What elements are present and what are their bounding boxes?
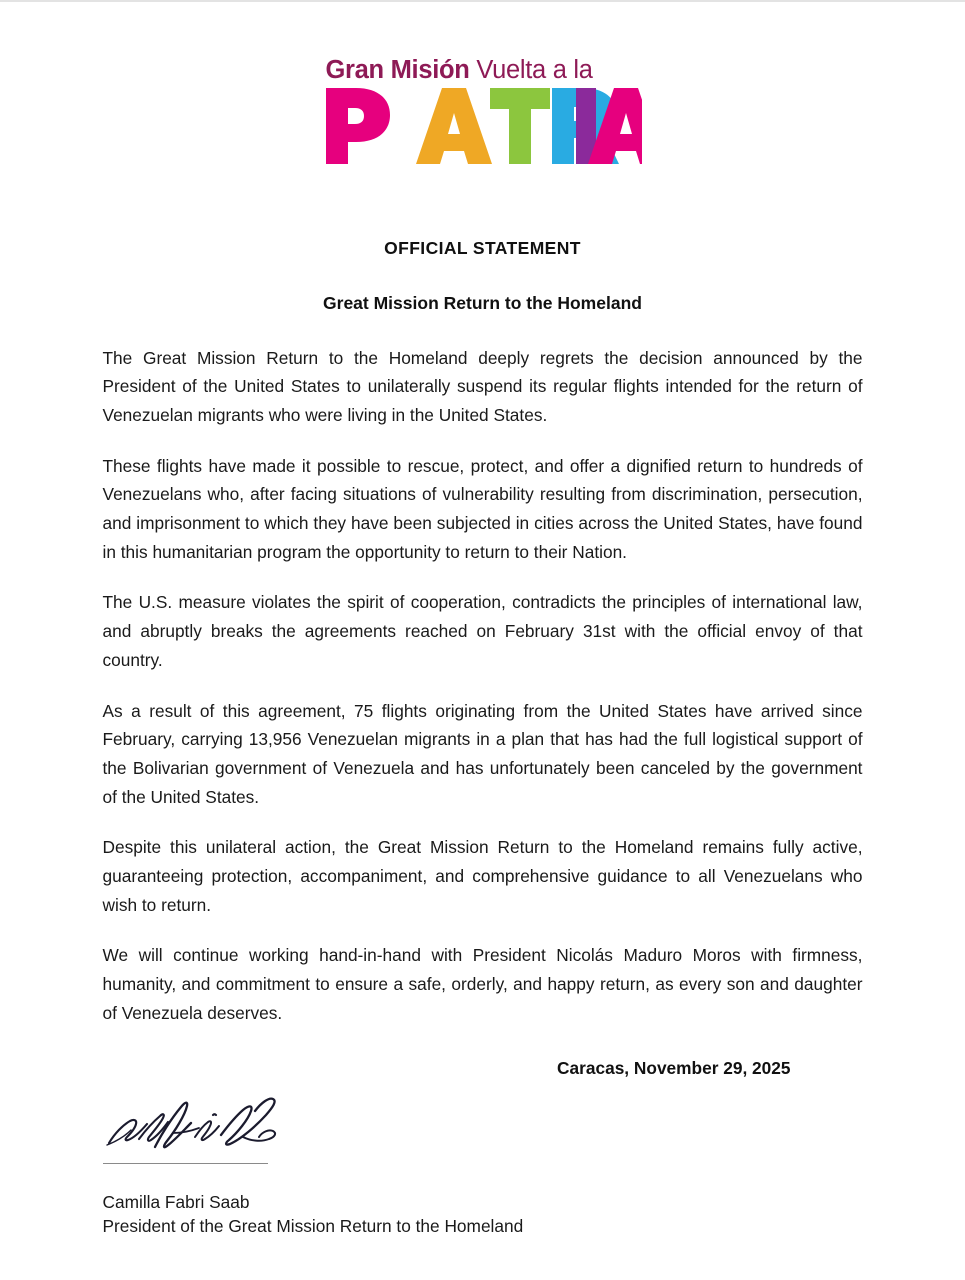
statement-paragraph: We will continue working hand-in-hand with President Nicolás Maduro Moros with firmness, humanity, and commitment to ensure a safe, orderly, and happy return, as every son and daughter of Venezuela deserves. bbox=[102, 945, 863, 1023]
page-subtitle: Great Mission Return to the Homeland bbox=[323, 292, 642, 313]
organization-logo bbox=[0, 0, 965, 166]
statement-paragraph: These flights have made it possible to rescue, protect, and offer a dignified return to hundreds of Venezuelans who, after facing situations of vulnerability resulting from discrimination, persecution, and imprisonment to which they have been subjected in cities across the United States, have found in this humanitarian program the opportunity to return to their Nation. bbox=[102, 455, 863, 562]
logo-tagline-strong: Gran Misión bbox=[325, 56, 470, 84]
signature-rule bbox=[103, 1163, 268, 1164]
page-title: OFFICIAL STATEMENT bbox=[384, 237, 581, 258]
statement-paragraph: Despite this unilateral action, the Great Mission Return to the Homeland remains fully active, guaranteeing protection, accompaniment, and comprehensive guidance to all Venezuelans who wish to return. bbox=[102, 837, 863, 915]
top-divider bbox=[0, 0, 965, 2]
handwritten-signature-icon bbox=[103, 1089, 288, 1161]
signatory-name: Camilla Fabri Saab bbox=[102, 1191, 250, 1212]
logo-tagline-light: Vuelta a la bbox=[469, 56, 593, 84]
dateline: Caracas, November 29, 2025 bbox=[557, 1057, 791, 1078]
signatory-role: President of the Great Mission Return to the Homeland bbox=[102, 1216, 524, 1237]
statement-paragraph: As a result of this agreement, 75 flights originating from the United States have arrived since February, carrying 13,956 Venezuelan migrants in a plan that has had the full logistical support of the Bolivarian government of Venezuela and has unfortunately been canceled by the government of the United States. bbox=[102, 700, 863, 807]
statement-paragraph: The Great Mission Return to the Homeland deeply regrets the decision announced by the President of the United States to unilaterally suspend its regular flights intended for the return of Venezuelan migrants who were living in the United States. bbox=[102, 347, 863, 425]
logo-wordmark-patria bbox=[324, 86, 642, 166]
statement-paragraph: The U.S. measure violates the spirit of cooperation, contradicts the principles of international law, and abruptly breaks the agreements reached on February 31st with the official envoy of that country. bbox=[102, 592, 863, 670]
statement-body bbox=[103, 344, 863, 1028]
logo-inner bbox=[324, 58, 642, 166]
logo-tagline bbox=[326, 58, 642, 84]
signature-block bbox=[103, 1089, 863, 1239]
